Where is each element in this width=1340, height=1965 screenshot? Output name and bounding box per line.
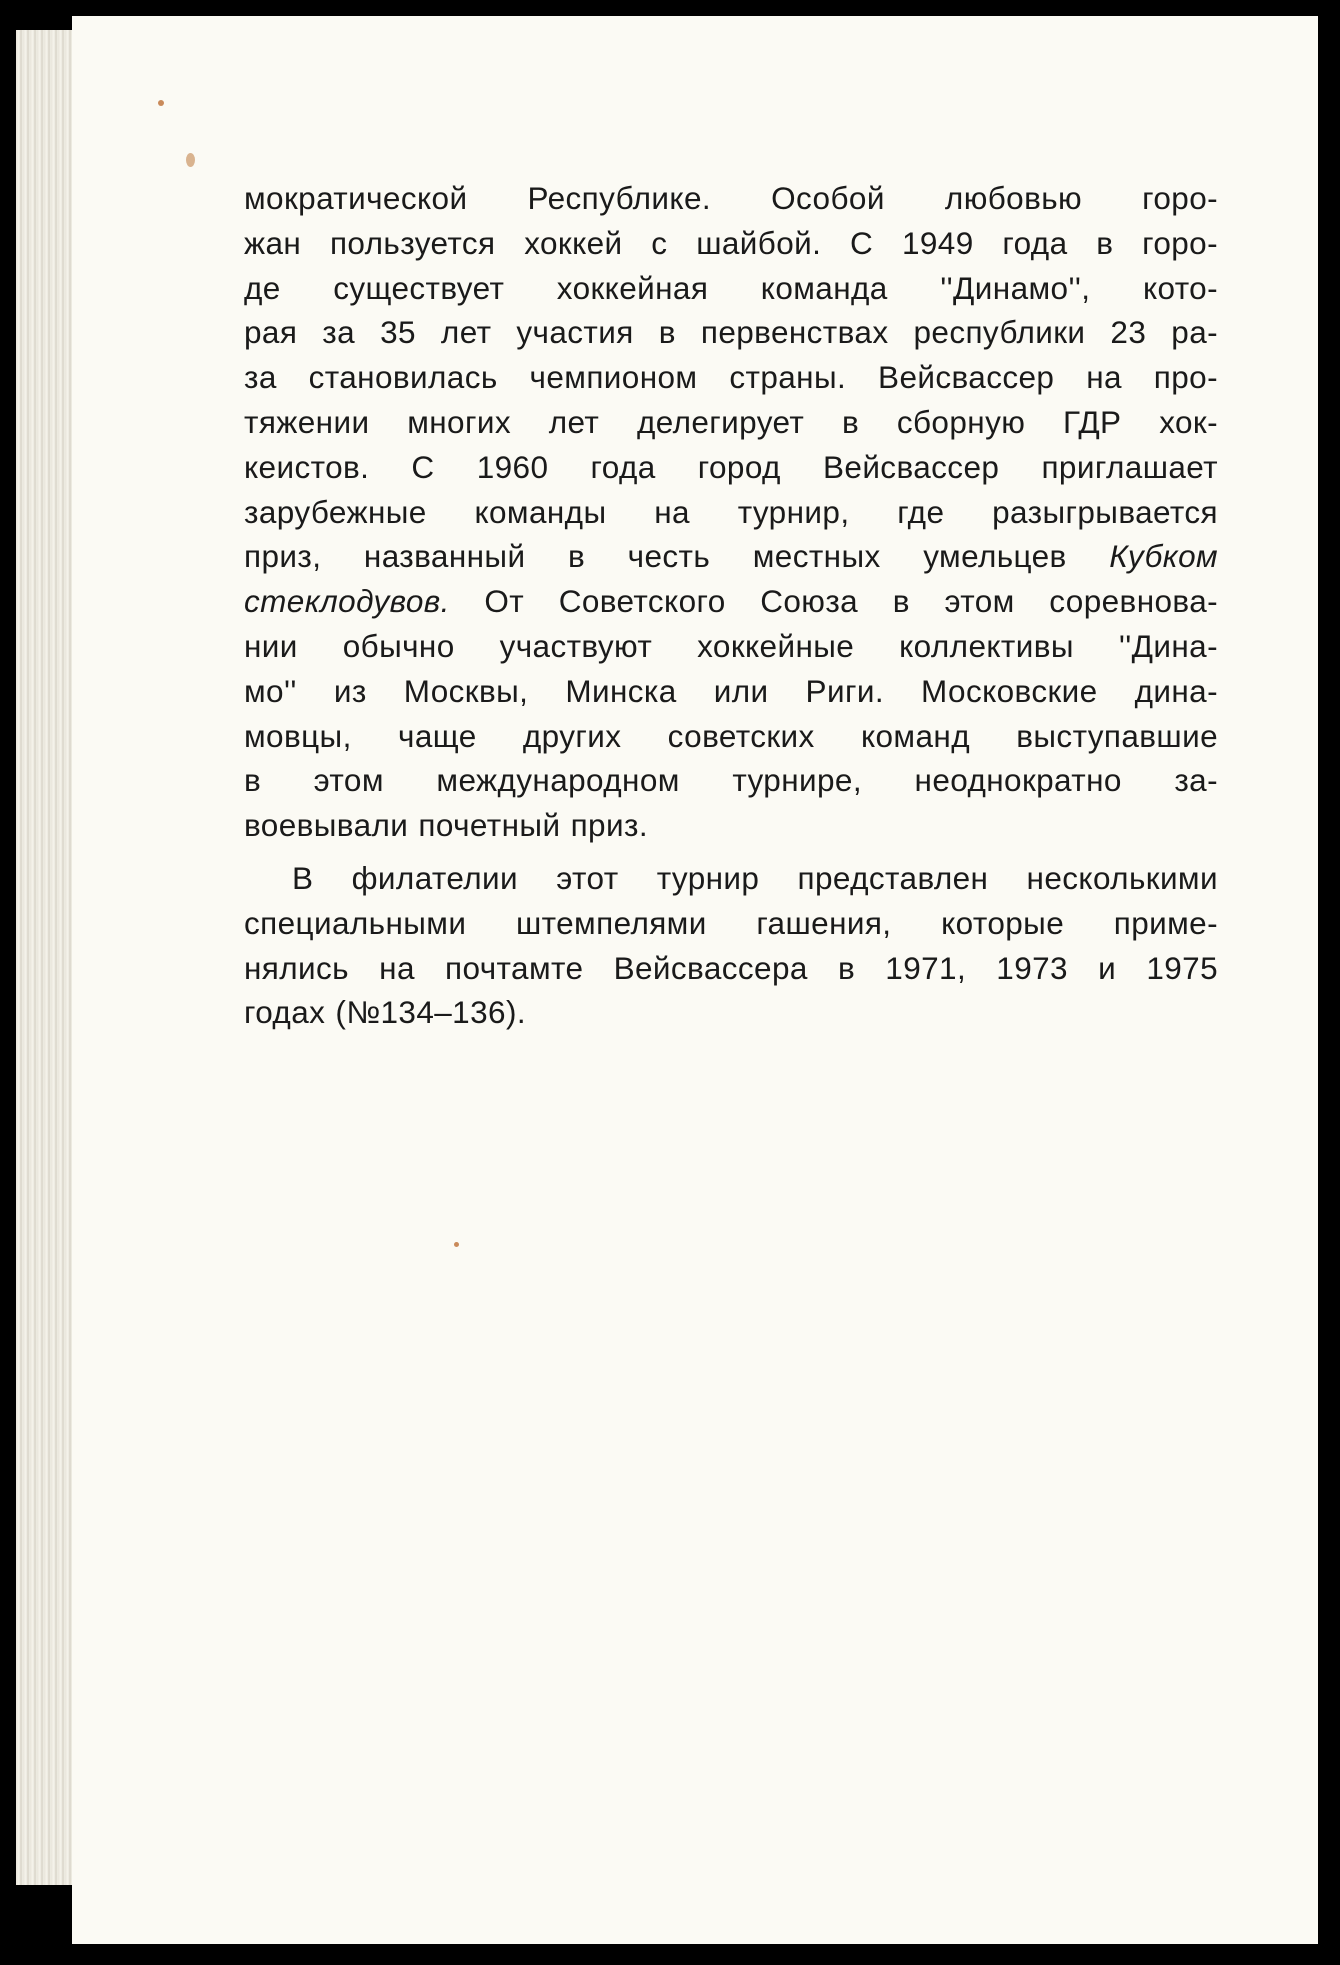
text-line: нялись на почтамте Вейсвассера в 1971, 1973 и 1975 [244, 949, 1218, 986]
text-line: де существует хоккейная команда ''Динамо'', кото- [244, 269, 1218, 306]
text-line: нии обычно участвуют хоккейные коллективы ''Дина- [244, 627, 1218, 664]
italic-term: Кубком [1109, 538, 1218, 575]
paper-speck [158, 100, 164, 106]
text-line: мовцы, чаще других советских команд выступавшие [244, 717, 1218, 754]
text-line: тяжении многих лет делегирует в сборную ГДР хок- [244, 403, 1218, 440]
text-line: кеистов. С 1960 года город Вейсвассер приглашает [244, 448, 1218, 485]
text-line: специальными штемпелями гашения, которые приме- [244, 904, 1218, 941]
page-stack-edge [16, 30, 76, 1885]
text-line-with-italic [244, 579, 1218, 624]
paragraph-1 [244, 176, 1218, 848]
paragraph-2 [244, 856, 1218, 1035]
text-line: мократической Республике. Особой любовью горо- [244, 180, 1218, 216]
paper-speck [186, 153, 195, 167]
text-line: зарубежные команды на турнир, где разыгрывается [244, 493, 1218, 530]
text-line: мо'' из Москвы, Минска или Риги. Московские дина- [244, 672, 1218, 709]
text-line: годах (№134–136). [244, 994, 526, 1031]
text-line: за становилась чемпионом страны. Вейсвассер на про- [244, 359, 1218, 396]
text-segment: приз, названный в честь местных умельцев [244, 538, 1067, 575]
text-segment: От Советского Союза в этом соревнова- [449, 583, 1218, 620]
text-line: жан пользуется хоккей с шайбой. С 1949 года в горо- [244, 224, 1218, 261]
paper-speck [454, 1242, 459, 1247]
text-line: воевывали почетный приз. [244, 807, 648, 844]
text-line-with-italic [244, 534, 1218, 579]
text-line: в этом международном турнире, неоднократно за- [244, 762, 1218, 799]
text-line: рая за 35 лет участия в первенствах республики 23 ра- [244, 314, 1218, 351]
italic-term: стеклодувов. [244, 583, 450, 620]
text-line: В филателии этот турнир представлен несколькими [292, 859, 1218, 896]
body-text [244, 176, 1218, 1035]
